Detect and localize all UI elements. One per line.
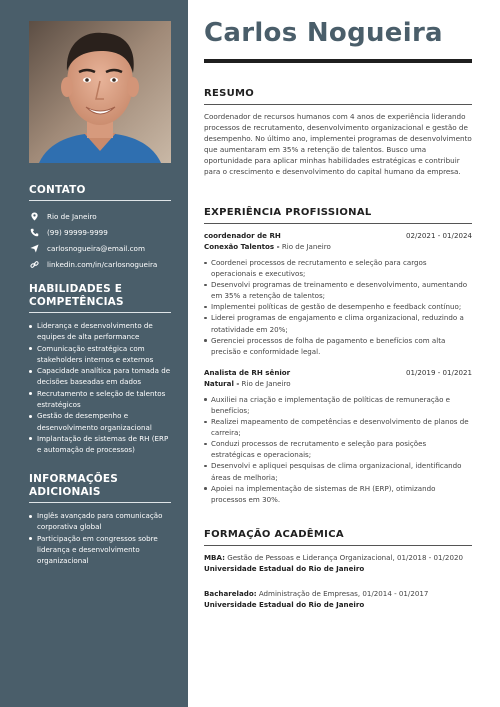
- experience-section: [204, 207, 472, 505]
- job-dates: 02/2021 - 01/2024: [405, 231, 472, 240]
- additional-section: [29, 473, 171, 566]
- additional-list: [29, 510, 171, 566]
- list-item: Coordenei processos de recrutamento e seleção para cargos operacionais e executivos;: [204, 257, 472, 279]
- education-course: Gestão de Pessoas e Liderança Organizacional, 01/2018 - 01/2020: [224, 553, 463, 562]
- list-item: Auxiliei na criação e implementação de políticas de remuneração e benefícios;: [204, 394, 472, 416]
- summary-text: Coordenador de recursos humanos com 4 anos de experiência liderando processos de recrutamento, desenvolvimento organizacional e gestão de desempenho. No último ano, implementei programas de desenvolvimento que aumentaram em 35% a retenção de talentos. Busco uma oportunidade para aplicar minhas habilidades estratégicas e contribuir para o crescimento e desenvolvimento do capital humano da empresa.: [204, 112, 472, 177]
- list-item: Recrutamento e seleção de talentos estratégicos: [29, 388, 171, 411]
- contact-location: [29, 208, 171, 224]
- sidebar: [0, 0, 188, 707]
- list-item: Liderança e desenvolvimento de equipes de alta performance: [29, 320, 171, 343]
- job-role: Analista de RH sênior: [204, 367, 291, 377]
- contact-email-text[interactable]: carlosnogueira@email.com: [47, 243, 145, 253]
- profile-photo-image: [29, 21, 171, 163]
- divider: [204, 104, 472, 105]
- education-school: Universidade Estadual do Rio de Janeiro: [204, 564, 365, 573]
- summary-title: RESUMO: [204, 88, 255, 99]
- job-header: [204, 367, 472, 378]
- education-degree-line: [204, 588, 472, 599]
- link-icon: [29, 259, 39, 269]
- education-section: [204, 529, 472, 610]
- list-item: Apoiei na implementação de sistemas de RH (ERP), otimizando processos em 30%.: [204, 483, 472, 505]
- education-degree-line: [204, 552, 472, 563]
- list-item: Inglês avançado para comunicação corporativa global: [29, 510, 171, 533]
- experience-title: EXPERIÊNCIA PROFISSIONAL: [204, 207, 372, 218]
- divider: [204, 545, 472, 546]
- job-entry: [204, 367, 472, 505]
- job-company-line: [204, 241, 472, 252]
- skills-section: [29, 283, 171, 456]
- job-location: Rio de Janeiro: [279, 242, 331, 251]
- phone-icon: [29, 227, 39, 237]
- job-entry: [204, 230, 472, 357]
- additional-title: INFORMAÇÕES ADICIONAIS: [29, 473, 119, 498]
- job-dates: 01/2019 - 01/2021: [405, 367, 472, 377]
- job-company: Natural -: [204, 378, 240, 388]
- list-item: Capacidade analítica para tomada de decisões baseadas em dados: [29, 365, 171, 388]
- list-item: Realizei mapeamento de competências e desenvolvimento de planos de carreira;: [204, 416, 472, 438]
- list-item: Desenvolvi e apliquei pesquisas de clima organizacional, identificando áreas de melhoria;: [204, 460, 472, 482]
- list-item: Desenvolvi programas de treinamento e desenvolvimento, aumentando em 35% a retenção de talentos;: [204, 279, 472, 301]
- job-role: coordenador de RH: [204, 231, 281, 240]
- contact-location-text: Rio de Janeiro: [47, 211, 97, 221]
- job-bullets: [204, 257, 472, 357]
- name-underline: [204, 59, 472, 63]
- job-header: [204, 230, 472, 241]
- contact-email[interactable]: [29, 240, 171, 256]
- contact-section: [29, 184, 171, 272]
- contact-linkedin[interactable]: [29, 256, 171, 272]
- contact-linkedin-text[interactable]: linkedin.com/in/carlosnogueira: [47, 259, 158, 269]
- list-item: Liderei programas de engajamento e clima organizacional, reduzindo a rotatividade em 20%;: [204, 312, 472, 334]
- education-degree: Bacharelado:: [204, 589, 257, 598]
- list-item: Comunicação estratégica com stakeholders internos e externos: [29, 343, 171, 366]
- education-degree: MBA:: [204, 553, 225, 562]
- contact-phone: [29, 224, 171, 240]
- education-title: FORMAÇÃO ACADÊMICA: [204, 529, 344, 540]
- candidate-name: Carlos Nogueira: [204, 18, 443, 48]
- skills-title: HABILIDADES E COMPETÊNCIAS: [29, 283, 124, 308]
- list-item: Gestão de desempenho e desenvolvimento organizacional: [29, 410, 171, 433]
- job-company: Conexão Talentos -: [204, 242, 280, 251]
- contact-phone-text: (99) 99999-9999: [47, 227, 108, 237]
- education-entry: [204, 552, 472, 574]
- send-icon: [29, 243, 39, 253]
- skills-list: [29, 320, 171, 456]
- job-bullets: [204, 394, 472, 505]
- list-item: Participação em congressos sobre liderança e desenvolvimento organizacional: [29, 533, 171, 567]
- divider: [29, 200, 171, 201]
- education-entry: [204, 588, 472, 610]
- contact-title: CONTATO: [29, 184, 86, 196]
- list-item: Implementei políticas de gestão de desempenho e feedback contínuo;: [204, 301, 472, 312]
- education-school: Universidade Estadual do Rio de Janeiro: [204, 600, 365, 609]
- divider: [204, 223, 472, 224]
- list-item: Implantação de sistemas de RH (ERP e automação de processos): [29, 433, 171, 456]
- divider: [29, 312, 171, 313]
- job-location: Rio de Janeiro: [239, 378, 291, 388]
- summary-section: [204, 88, 472, 178]
- divider: [29, 502, 171, 503]
- profile-photo: [29, 21, 171, 163]
- location-pin-icon: [29, 211, 39, 221]
- job-company-line: [204, 378, 472, 389]
- list-item: Conduzi processos de recrutamento e seleção para posições estratégicas e operacionais;: [204, 438, 472, 460]
- education-course: Administração de Empresas, 01/2014 - 01/2017: [256, 589, 429, 598]
- list-item: Gerenciei processos de folha de pagamento e benefícios com alta precisão e conformidade legal.: [204, 335, 472, 357]
